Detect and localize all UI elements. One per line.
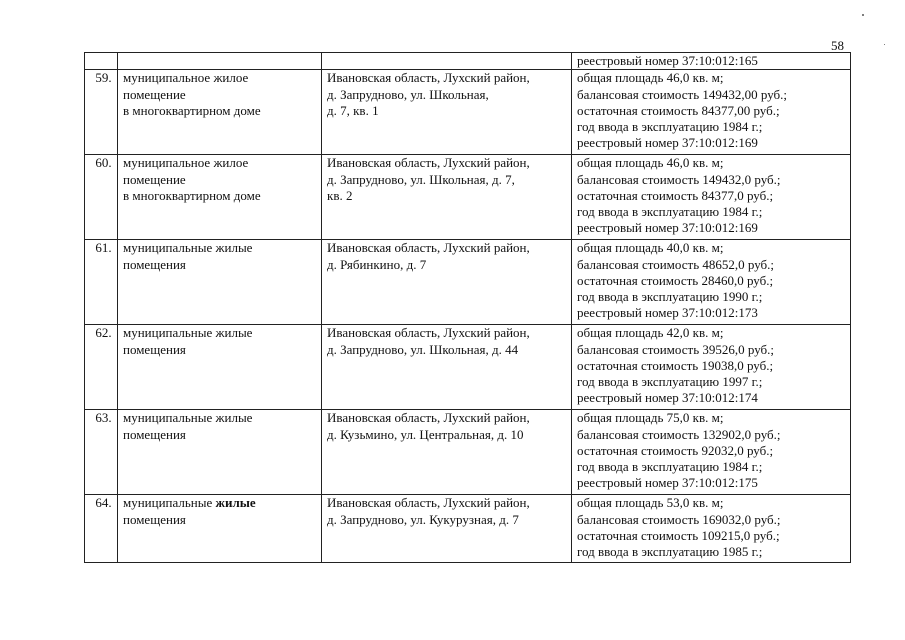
name-cell	[118, 240, 322, 325]
details-line: общая площадь 42,0 кв. м;	[577, 325, 724, 341]
row-number: 63.	[85, 410, 118, 495]
details-line: общая площадь 40,0 кв. м;	[577, 240, 724, 256]
details-line: реестровый номер 37:10:012:175	[577, 475, 758, 491]
details-line: реестровый номер 37:10:012:169	[577, 135, 758, 151]
details-line: балансовая стоимость 169032,0 руб.;	[577, 511, 781, 527]
table-row-carry-over	[85, 53, 851, 70]
details-line: год ввода в эксплуатацию 1997 г.;	[577, 374, 763, 390]
name-cell	[118, 410, 322, 495]
details-line: реестровый номер 37:10:012:165	[577, 53, 758, 68]
details-line: реестровый номер 37:10:012:169	[577, 220, 758, 236]
address-cell	[322, 410, 572, 495]
address-line: кв. 2	[327, 187, 353, 203]
row-number: 59.	[85, 70, 118, 155]
address-line: Ивановская область, Лухский район,	[327, 495, 530, 511]
name-bold-word: жилые	[215, 495, 256, 511]
table-row	[85, 410, 851, 495]
row-number: 64.	[85, 495, 118, 563]
details-line: общая площадь 46,0 кв. м;	[577, 70, 724, 86]
address-line: д. Кузьмино, ул. Центральная, д. 10	[327, 426, 524, 442]
name-line	[123, 495, 321, 511]
address-line: д. Запрудново, ул. Школьная,	[327, 86, 489, 102]
details-line: реестровый номер 37:10:012:173	[577, 305, 758, 321]
details-cell	[572, 495, 851, 563]
address-cell	[322, 53, 572, 70]
details-line: общая площадь 75,0 кв. м;	[577, 410, 724, 426]
property-registry-table	[84, 52, 851, 563]
table-row	[85, 70, 851, 155]
details-cell	[572, 155, 851, 240]
details-line: остаточная стоимость 84377,0 руб.;	[577, 187, 774, 203]
name-line: муниципальные жилые	[123, 410, 253, 426]
details-cell	[572, 70, 851, 155]
name-line: помещения	[123, 426, 186, 442]
name-line: помещения	[123, 256, 186, 272]
name-line: муниципальное жилое	[123, 70, 249, 86]
details-line: балансовая стоимость 149432,00 руб.;	[577, 86, 787, 102]
details-line: остаточная стоимость 84377,00 руб.;	[577, 102, 780, 118]
details-line: балансовая стоимость 149432,0 руб.;	[577, 171, 781, 187]
details-line: реестровый номер 37:10:012:174	[577, 390, 758, 406]
details-line: год ввода в эксплуатацию 1984 г.;	[577, 459, 763, 475]
name-cell	[118, 155, 322, 240]
details-line: остаточная стоимость 28460,0 руб.;	[577, 272, 774, 288]
address-line: д. Запрудново, ул. Кукурузная, д. 7	[327, 511, 519, 527]
details-line: общая площадь 46,0 кв. м;	[577, 155, 724, 171]
name-line: в многоквартирном доме	[123, 102, 261, 118]
details-line: балансовая стоимость 48652,0 руб.;	[577, 256, 774, 272]
details-line: год ввода в эксплуатацию 1985 г.;	[577, 544, 763, 560]
name-prefix: муниципальные	[123, 495, 216, 511]
row-number: 61.	[85, 240, 118, 325]
details-line: балансовая стоимость 132902,0 руб.;	[577, 426, 781, 442]
table-row	[85, 325, 851, 410]
name-line: муниципальные жилые	[123, 240, 253, 256]
address-line: Ивановская область, Лухский район,	[327, 240, 530, 256]
name-cell	[118, 495, 322, 563]
address-line: д. Рябинкино, д. 7	[327, 256, 427, 272]
details-line: общая площадь 53,0 кв. м;	[577, 495, 724, 511]
scan-speck	[884, 44, 885, 45]
address-line: д. Запрудново, ул. Школьная, д. 44	[327, 341, 519, 357]
table-row	[85, 495, 851, 563]
details-line: год ввода в эксплуатацию 1984 г.;	[577, 119, 763, 135]
page-number: 58	[831, 38, 844, 53]
details-cell	[572, 325, 851, 410]
address-cell	[322, 325, 572, 410]
details-line: остаточная стоимость 19038,0 руб.;	[577, 357, 774, 373]
details-line: остаточная стоимость 109215,0 руб.;	[577, 527, 780, 543]
row-number: 60.	[85, 155, 118, 240]
address-cell	[322, 70, 572, 155]
address-line: Ивановская область, Лухский район,	[327, 155, 530, 171]
details-cell	[572, 53, 851, 70]
name-line: помещение	[123, 86, 186, 102]
name-cell	[118, 325, 322, 410]
address-line: Ивановская область, Лухский район,	[327, 70, 530, 86]
name-line: муниципальное жилое	[123, 155, 249, 171]
address-line: Ивановская область, Лухский район,	[327, 410, 530, 426]
address-cell	[322, 240, 572, 325]
address-line: Ивановская область, Лухский район,	[327, 325, 530, 341]
name-cell	[118, 53, 322, 70]
details-line: год ввода в эксплуатацию 1984 г.;	[577, 204, 763, 220]
name-line: помещение	[123, 171, 186, 187]
name-line: помещения	[123, 511, 186, 527]
table-row	[85, 240, 851, 325]
name-line: в многоквартирном доме	[123, 187, 261, 203]
details-cell	[572, 240, 851, 325]
details-line: балансовая стоимость 39526,0 руб.;	[577, 341, 774, 357]
name-line: помещения	[123, 341, 186, 357]
address-line: д. Запрудново, ул. Школьная, д. 7,	[327, 171, 515, 187]
table-row	[85, 155, 851, 240]
details-line: остаточная стоимость 92032,0 руб.;	[577, 442, 774, 458]
details-line: год ввода в эксплуатацию 1990 г.;	[577, 289, 763, 305]
name-cell	[118, 70, 322, 155]
address-line: д. 7, кв. 1	[327, 102, 379, 118]
address-cell	[322, 495, 572, 563]
details-cell	[572, 410, 851, 495]
name-line: муниципальные жилые	[123, 325, 253, 341]
address-cell	[322, 155, 572, 240]
row-number: 62.	[85, 325, 118, 410]
num-cell	[85, 53, 118, 70]
scan-speck	[862, 14, 864, 16]
